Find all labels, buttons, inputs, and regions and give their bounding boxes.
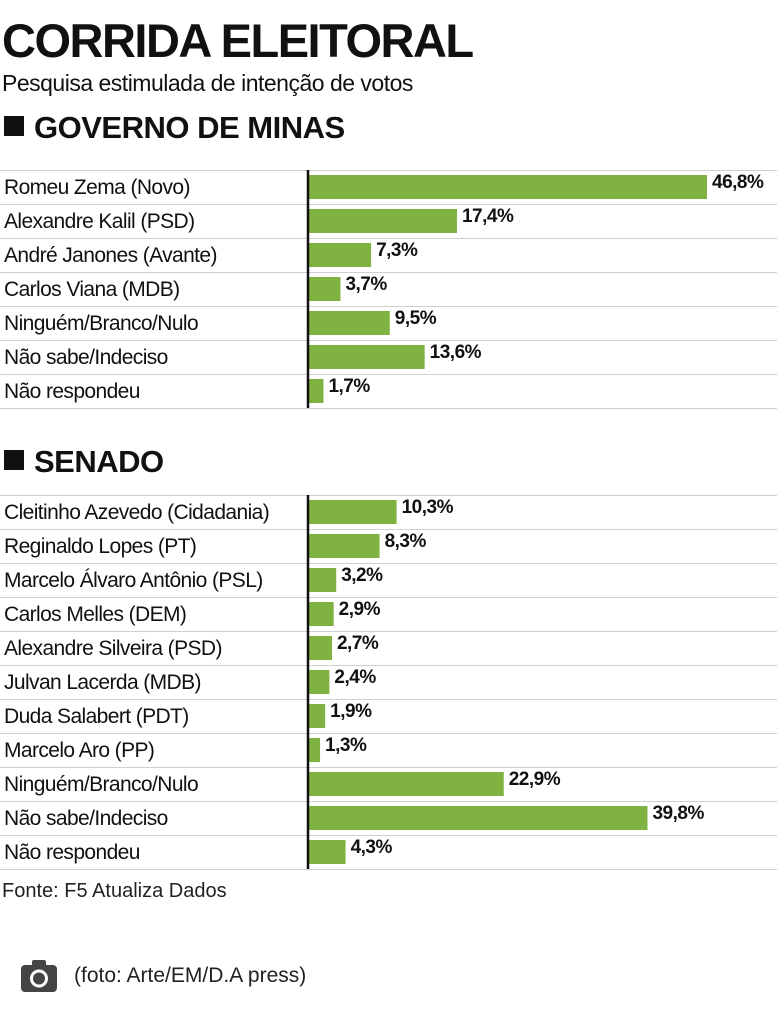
- governo-value-label: 46,8%: [712, 172, 764, 193]
- senado-category-label: Julvan Lacerda (MDB): [4, 671, 201, 694]
- photo-caption: [20, 958, 306, 994]
- senado-category-label: Carlos Melles (DEM): [4, 603, 187, 626]
- governo-category-label: André Janones (Avante): [4, 244, 217, 267]
- governo-value-label: 17,4%: [461, 206, 514, 227]
- section-heading-governo-text: GOVERNO DE MINAS: [34, 110, 345, 145]
- senado-category-label: Não sabe/Indeciso: [4, 807, 168, 830]
- governo-category-label: Não respondeu: [4, 380, 140, 403]
- photo-caption-text: (foto: Arte/EM/D.A press): [74, 964, 307, 987]
- senado-category-label: Reginaldo Lopes (PT): [4, 535, 197, 558]
- senado-category-label: Duda Salabert (PDT): [4, 705, 189, 728]
- governo-value-label: 7,3%: [376, 240, 418, 261]
- governo-value-label: 3,7%: [345, 274, 387, 295]
- senado-bar: [309, 602, 334, 626]
- senado-value-label: 1,3%: [325, 735, 367, 756]
- chart-title: CORRIDA ELEITORAL: [2, 14, 473, 67]
- governo-bar: [309, 379, 323, 403]
- governo-category-label: Romeu Zema (Novo): [4, 176, 190, 199]
- senado-bar: [309, 840, 346, 864]
- senado-category-label: Cleitinho Azevedo (Cidadania): [4, 501, 270, 524]
- section-heading-senado-text: SENADO: [34, 444, 164, 479]
- senado-bar: [309, 534, 380, 558]
- senado-value-label: 2,7%: [336, 633, 379, 654]
- senado-category-label: Não respondeu: [4, 841, 140, 864]
- governo-bar: [309, 311, 390, 335]
- senado-category-label: Ninguém/Branco/Nulo: [4, 773, 199, 796]
- governo-bar: [309, 175, 707, 199]
- source-note: Fonte: F5 Atualiza Dados: [2, 880, 227, 902]
- senado-value-label: 22,9%: [508, 769, 561, 790]
- senado-bar: [309, 568, 336, 592]
- senado-value-label: 2,9%: [338, 599, 380, 620]
- senado-value-label: 4,3%: [350, 837, 392, 858]
- senado-bar: [309, 636, 332, 660]
- governo-category-label: Carlos Viana (MDB): [4, 278, 180, 301]
- chart-subtitle: Pesquisa estimulada de intenção de votos: [2, 70, 413, 96]
- senado-value-label: 39,8%: [652, 803, 704, 824]
- senado-value-label: 2,4%: [334, 667, 376, 688]
- governo-bar: [309, 345, 425, 369]
- senado-category-label: Marcelo Álvaro Antônio (PSL): [4, 569, 263, 592]
- senado-bar: [309, 738, 320, 762]
- senado-value-label: 3,2%: [341, 565, 383, 586]
- governo-value-label: 9,5%: [394, 308, 437, 329]
- senado-value-label: 1,9%: [330, 701, 372, 722]
- senado-bar: [309, 806, 647, 830]
- senado-bar: [309, 500, 397, 524]
- governo-value-label: 13,6%: [429, 342, 482, 363]
- governo-bar: [309, 243, 371, 267]
- governo-bar: [309, 209, 457, 233]
- governo-bar: [309, 277, 340, 301]
- senado-bar: [309, 772, 504, 796]
- governo-category-label: Alexandre Kalil (PSD): [4, 210, 195, 233]
- senado-category-label: Marcelo Aro (PP): [4, 739, 155, 762]
- governo-value-label: 1,7%: [328, 376, 370, 397]
- senado-value-label: 10,3%: [401, 497, 453, 518]
- camera-icon: [20, 959, 58, 993]
- senado-bar: [309, 704, 325, 728]
- governo-category-label: Não sabe/Indeciso: [4, 346, 168, 369]
- governo-category-label: Ninguém/Branco/Nulo: [4, 312, 199, 335]
- senado-value-label: 8,3%: [384, 531, 426, 552]
- senado-category-label: Alexandre Silveira (PSD): [4, 637, 222, 660]
- senado-bar: [309, 670, 329, 694]
